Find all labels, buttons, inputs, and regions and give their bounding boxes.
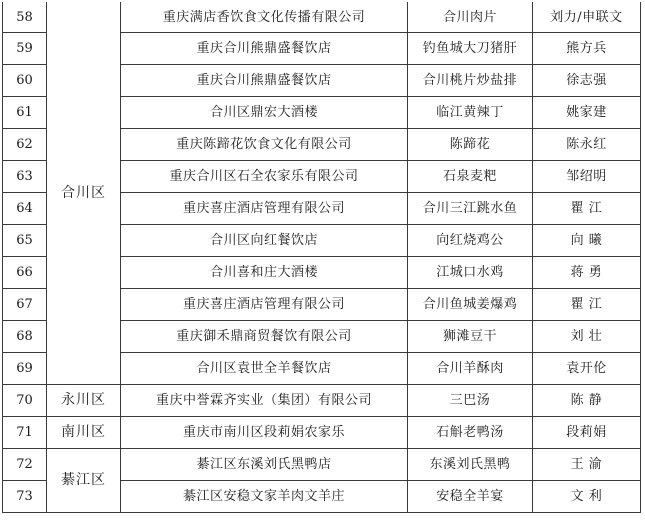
company-cell: 重庆满店香饮食文化传播有限公司 xyxy=(121,2,408,33)
row-number: 62 xyxy=(3,129,47,161)
row-number: 60 xyxy=(3,65,47,97)
dish-cell: 临江黄辣丁 xyxy=(408,97,533,129)
company-cell: 合川区向红餐饮店 xyxy=(121,225,408,257)
chef-cell: 瞿 江 xyxy=(533,193,641,225)
dish-cell: 狮滩豆干 xyxy=(408,321,533,353)
chef-cell: 刘 壮 xyxy=(533,321,641,353)
dish-cell: 石斛老鸭汤 xyxy=(408,417,533,449)
dish-cell: 钓鱼城大刀猪肝 xyxy=(408,33,533,65)
chef-cell: 熊方兵 xyxy=(533,33,641,65)
chef-cell: 姚家建 xyxy=(533,97,641,129)
row-number: 63 xyxy=(3,161,47,193)
row-number: 61 xyxy=(3,97,47,129)
company-cell: 綦江区安稳文家羊肉文羊庄 xyxy=(121,481,408,513)
row-number: 70 xyxy=(3,385,47,417)
row-number: 72 xyxy=(3,449,47,481)
chef-cell: 段莉娟 xyxy=(533,417,641,449)
dish-cell: 陈蹄花 xyxy=(408,129,533,161)
row-number: 68 xyxy=(3,321,47,353)
row-number: 64 xyxy=(3,193,47,225)
dish-cell: 石泉麦粑 xyxy=(408,161,533,193)
chef-cell: 王 渝 xyxy=(533,449,641,481)
row-number: 66 xyxy=(3,257,47,289)
company-cell: 合川区鼎宏大酒楼 xyxy=(121,97,408,129)
district-cell: 南川区 xyxy=(47,417,121,449)
company-cell: 合川喜和庄大酒楼 xyxy=(121,257,408,289)
chef-cell: 向 曦 xyxy=(533,225,641,257)
company-cell: 重庆喜庄酒店管理有限公司 xyxy=(121,289,408,321)
company-cell: 合川区袁世全羊餐饮店 xyxy=(121,353,408,385)
table-row xyxy=(3,385,641,417)
table-row xyxy=(3,2,641,33)
row-number: 59 xyxy=(3,33,47,65)
district-cell: 永川区 xyxy=(47,385,121,417)
dish-cell: 江城口水鸡 xyxy=(408,257,533,289)
company-cell: 重庆喜庄酒店管理有限公司 xyxy=(121,193,408,225)
company-cell: 重庆市南川区段莉娟农家乐 xyxy=(121,417,408,449)
chef-cell: 刘力/申联文 xyxy=(533,2,641,33)
chef-cell: 邹绍明 xyxy=(533,161,641,193)
row-number: 65 xyxy=(3,225,47,257)
table-row xyxy=(3,417,641,449)
table-row xyxy=(3,449,641,481)
company-cell: 重庆合川熊鼎盛餐饮店 xyxy=(121,33,408,65)
chef-cell: 袁开伦 xyxy=(533,353,641,385)
dish-cell: 合川羊酥肉 xyxy=(408,353,533,385)
company-cell: 重庆合川熊鼎盛餐饮店 xyxy=(121,65,408,97)
chef-cell: 陈永红 xyxy=(533,129,641,161)
row-number: 69 xyxy=(3,353,47,385)
company-cell: 綦江区东溪刘氏黑鸭店 xyxy=(121,449,408,481)
chef-cell: 文 利 xyxy=(533,481,641,513)
restaurant-table xyxy=(2,2,641,513)
company-cell: 重庆合川区石全农家乐有限公司 xyxy=(121,161,408,193)
dish-cell: 合川桃片炒盐排 xyxy=(408,65,533,97)
row-number: 71 xyxy=(3,417,47,449)
district-cell: 綦江区 xyxy=(47,449,121,513)
dish-cell: 合川肉片 xyxy=(408,2,533,33)
row-number: 73 xyxy=(3,481,47,513)
row-number: 58 xyxy=(3,2,47,33)
table-body xyxy=(3,2,641,513)
dish-cell: 合川鱼城姜爆鸡 xyxy=(408,289,533,321)
chef-cell: 瞿 江 xyxy=(533,289,641,321)
company-cell: 重庆中誉霖齐实业（集团）有限公司 xyxy=(121,385,408,417)
dish-cell: 东溪刘氏黑鸭 xyxy=(408,449,533,481)
company-cell: 重庆陈蹄花饮食文化有限公司 xyxy=(121,129,408,161)
company-cell: 重庆御禾鼎商贸餐饮有限公司 xyxy=(121,321,408,353)
row-number: 67 xyxy=(3,289,47,321)
dish-cell: 安稳全羊宴 xyxy=(408,481,533,513)
district-cell: 合川区 xyxy=(47,2,121,385)
dish-cell: 三巴汤 xyxy=(408,385,533,417)
chef-cell: 徐志强 xyxy=(533,65,641,97)
dish-cell: 向红烧鸡公 xyxy=(408,225,533,257)
chef-cell: 陈 静 xyxy=(533,385,641,417)
chef-cell: 蒋 勇 xyxy=(533,257,641,289)
dish-cell: 合川三江跳水鱼 xyxy=(408,193,533,225)
